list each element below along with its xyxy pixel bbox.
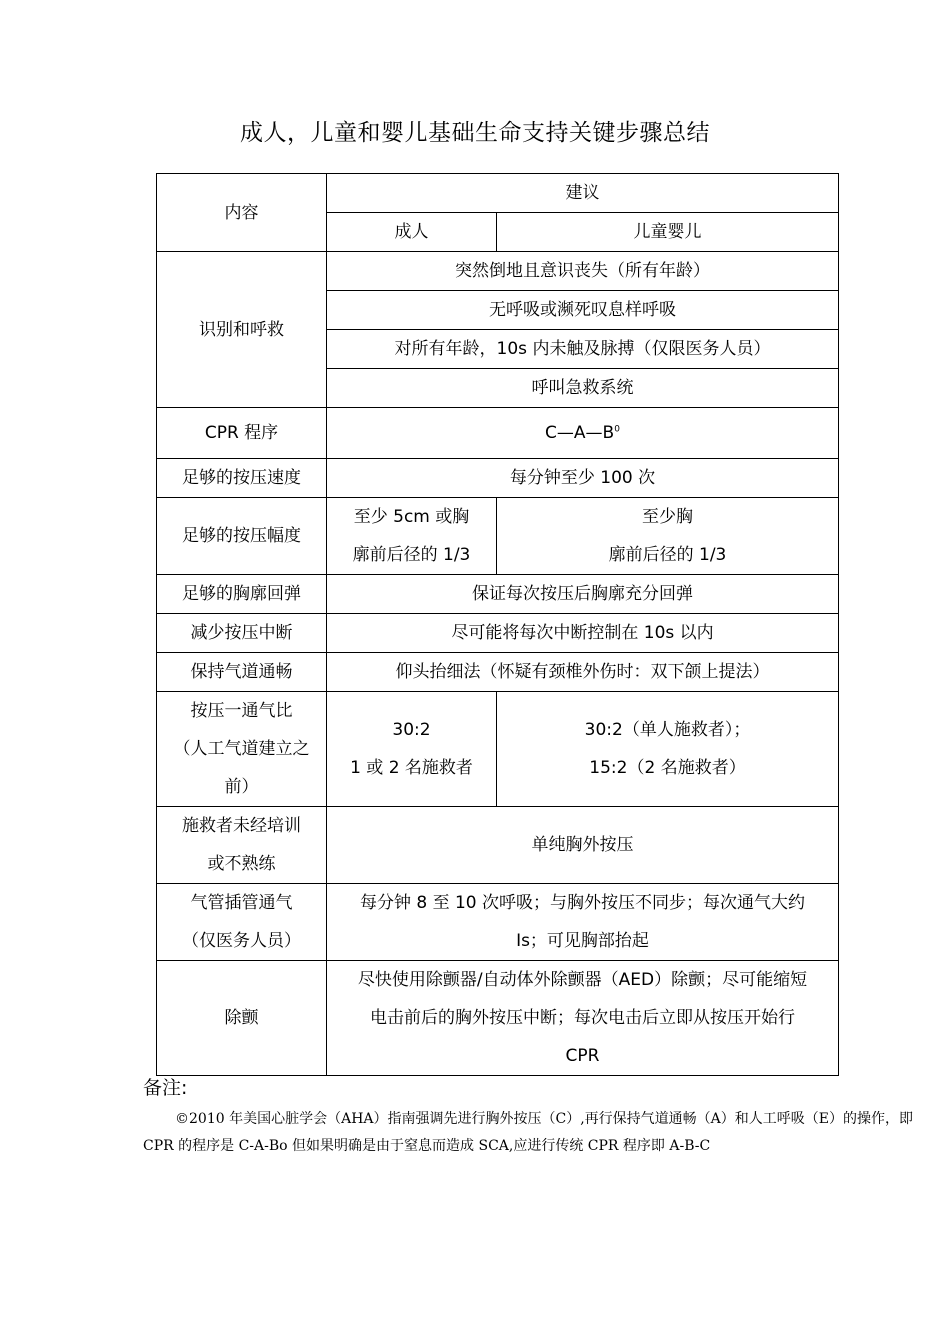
table-header-row (157, 174, 839, 213)
row-label: 足够的按压速度 (157, 459, 327, 498)
row-value: 仰头抬细法（怀疑有颈椎外伤时：双下颌上提法） (327, 653, 839, 692)
row-value (327, 884, 839, 961)
row-label: 识别和呼救 (157, 252, 327, 408)
row-value: 突然倒地且意识丧失（所有年龄） (327, 252, 839, 291)
row-value: 对所有年龄，10s 内未触及脉搏（仅限医务人员） (327, 330, 839, 369)
row-value: 呼叫急救系统 (327, 369, 839, 408)
table-row (157, 459, 839, 498)
depth-adult-line1: 至少 5cm 或胸 (353, 507, 470, 527)
row-value: 保证每次按压后胸廓充分回弹 (327, 575, 839, 614)
ratio-child-line2: 15:2（2 名施救者） (589, 758, 746, 778)
intubation-value-line1: 每分钟 8 至 10 次呼吸；与胸外按压不同步；每次通气大约 (359, 893, 806, 913)
header-child: 儿童婴儿 (497, 213, 839, 252)
ratio-child-line1: 30:2（单人施救者）； (584, 720, 751, 740)
notes-text: ©2010 年美国心脏学会（AHA）指南强调先进行胸外按压（C）,再行保持气道通畅（A）和人工呼吸（E）的操作，即 CPR 的程序是 C-A-Bo 但如果明确是由于窒息而造成 SCA,应进行传统 CPR 程序即 A-B-C (143, 1111, 913, 1154)
depth-adult-line2: 廓前后径的 1/3 (352, 545, 471, 565)
header-content: 内容 (157, 174, 327, 252)
intubation-label-line2: （仅医务人员） (182, 931, 301, 951)
untrained-label-line2: 或不熟练 (207, 854, 276, 874)
ratio-label-line2: （人工气道建立之 (173, 739, 310, 759)
row-label: CPR 程序 (157, 408, 327, 459)
row-value-adult (327, 498, 497, 575)
untrained-label-line1: 施救者未经培训 (182, 816, 301, 836)
row-label: 减少按压中断 (157, 614, 327, 653)
table-row (157, 614, 839, 653)
defib-value-line3: CPR (565, 1046, 600, 1066)
row-label (157, 807, 327, 884)
defib-value-line2: 电击前后的胸外按压中断；每次电击后立即从按压开始行 (370, 1008, 795, 1028)
table-row (157, 692, 839, 807)
ratio-adult-line1: 30:2 (392, 720, 431, 740)
row-value: 单纯胸外按压 (327, 807, 839, 884)
defib-value-line1: 尽快使用除颤器/自动体外除颤器（AED）除颤；尽可能缩短 (357, 970, 808, 990)
row-value-child (497, 692, 839, 807)
summary-table (156, 173, 839, 1076)
page-title: 成人，儿童和婴儿基础生命支持关键步骤总结 (240, 120, 710, 146)
header-adult: 成人 (327, 213, 497, 252)
ratio-label-line1: 按压一通气比 (190, 701, 293, 721)
depth-child-line1: 至少胸 (642, 507, 693, 527)
table-row (157, 408, 839, 459)
row-value-child (497, 498, 839, 575)
intubation-value-line2: Is；可见胸部抬起 (516, 931, 649, 951)
row-value (327, 961, 839, 1076)
row-value: 无呼吸或濒死叹息样呼吸 (327, 291, 839, 330)
intubation-label-line1: 气管插管通气 (190, 893, 293, 913)
table-row (157, 252, 839, 291)
table-row (157, 498, 839, 575)
notes-label: 备注: (143, 1077, 188, 1099)
row-label: 保持气道通畅 (157, 653, 327, 692)
row-label: 足够的按压幅度 (157, 498, 327, 575)
row-value: 每分钟至少 100 次 (327, 459, 839, 498)
ratio-adult-line2: 1 或 2 名施救者 (350, 758, 473, 778)
depth-child-line2: 廓前后径的 1/3 (608, 545, 727, 565)
table-row (157, 653, 839, 692)
row-value-adult (327, 692, 497, 807)
row-label: 足够的胸廓回弹 (157, 575, 327, 614)
row-label (157, 692, 327, 807)
table-row (157, 575, 839, 614)
header-recommend: 建议 (327, 174, 839, 213)
cpr-sequence-sup: 0 (614, 424, 620, 435)
ratio-label-line3: 前） (224, 777, 259, 797)
cpr-sequence-text: C—A—B (545, 423, 615, 443)
table-row (157, 961, 839, 1076)
table-row (157, 807, 839, 884)
row-label (157, 884, 327, 961)
row-label: 除颤 (157, 961, 327, 1076)
row-value (327, 408, 839, 459)
table-row (157, 884, 839, 961)
row-value: 尽可能将每次中断控制在 10s 以内 (327, 614, 839, 653)
